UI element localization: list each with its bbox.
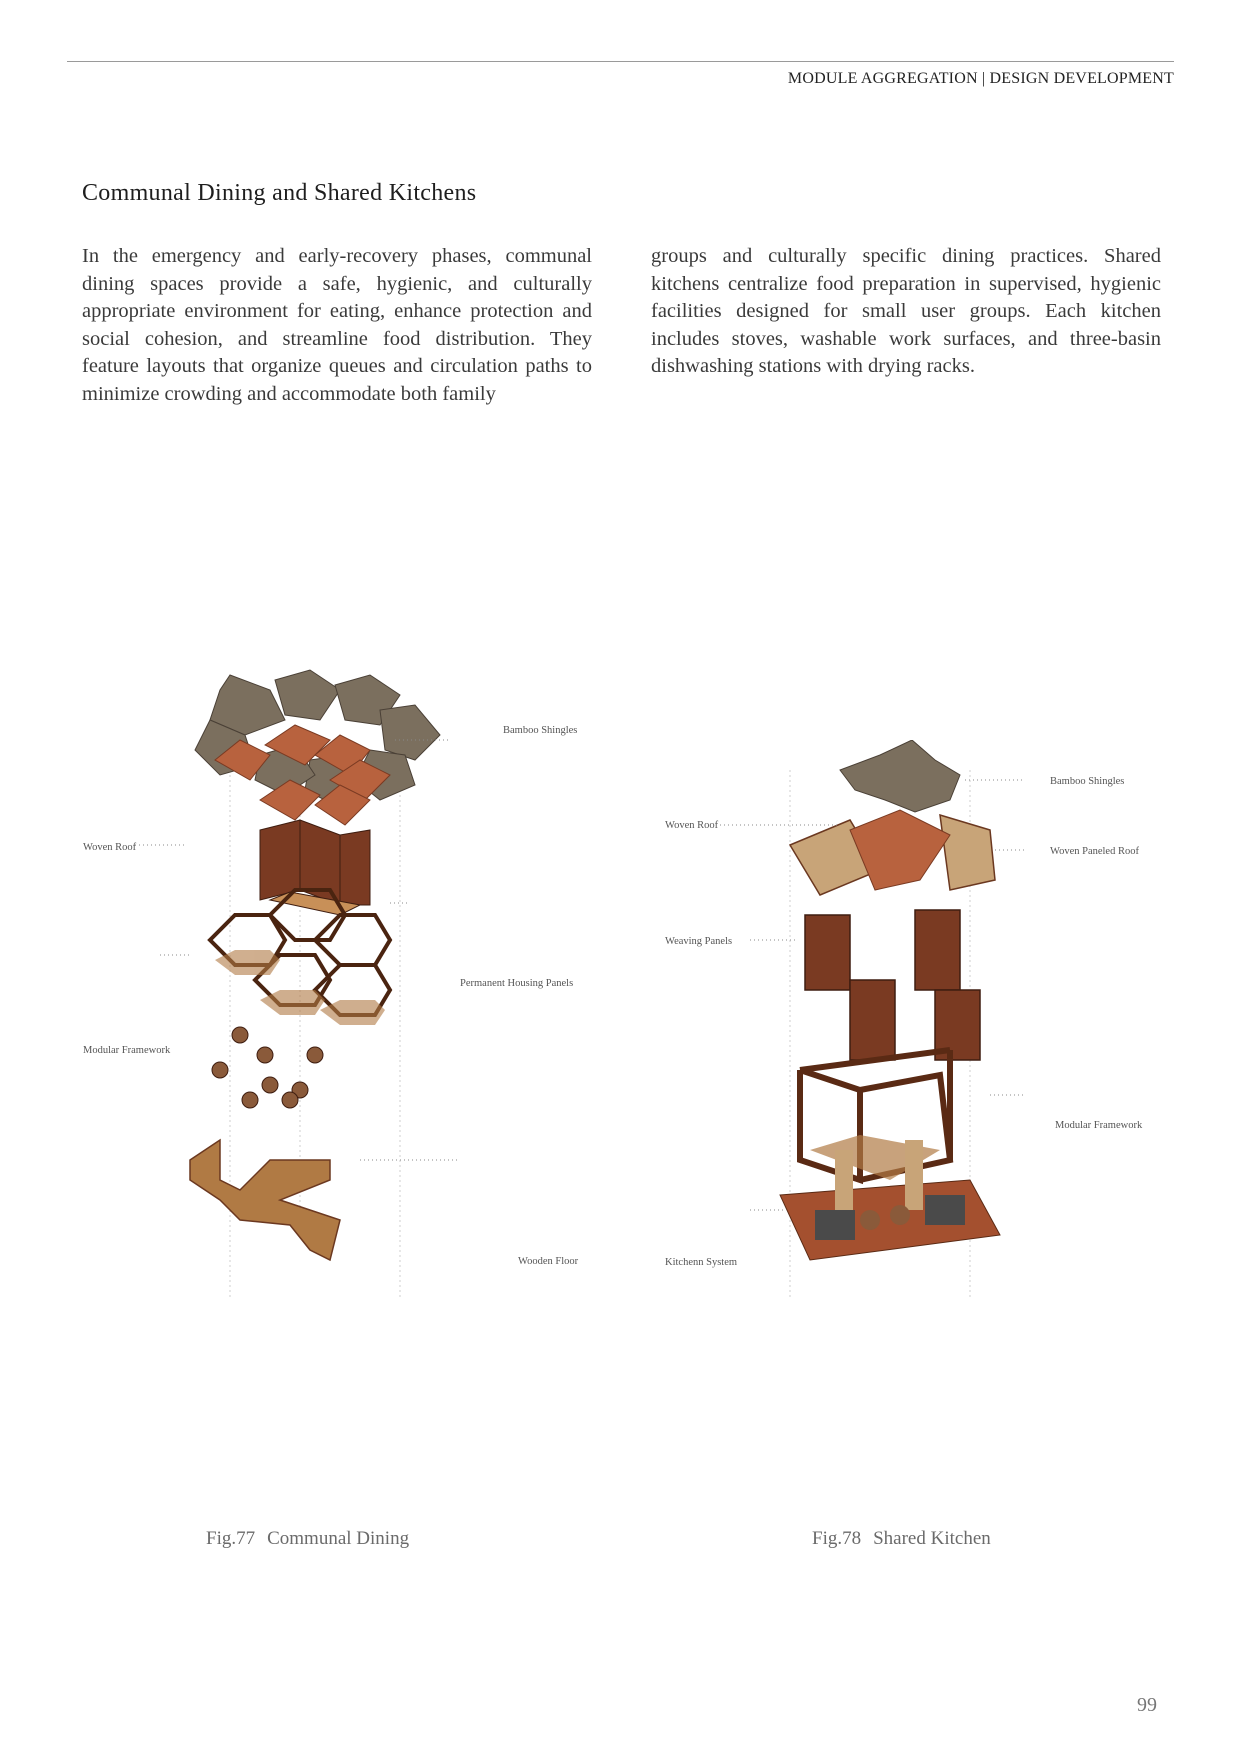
fig77-label-modular-framework: Modular Framework	[83, 1045, 171, 1056]
fig78-caption	[812, 1528, 991, 1550]
fig77-communal-dining-diagram	[70, 660, 610, 1360]
bamboo-shingles-layer	[840, 740, 960, 812]
body-column-right: groups and culturally specific dining practices. Shared kitchens centralize food preparation in supervised, hygienic facilities designed for small user groups. Each kitchen includes stoves, washable work surfaces, and three-basin dishwashing stations with drying racks.	[651, 245, 1161, 377]
fig78-label-bamboo-shingles: Bamboo Shingles	[1050, 776, 1125, 787]
fig77-label-housing-panels: Permanent Housing Panels	[460, 978, 574, 989]
fig77-label-wooden-floor: Wooden Floor	[518, 1256, 579, 1267]
fig77-label-bamboo-shingles: Bamboo Shingles	[503, 725, 578, 736]
dining-tables-layer	[212, 1027, 323, 1108]
fig78-label-woven-roof: Woven Roof	[665, 820, 719, 831]
fig77-label-woven-roof: Woven Roof	[83, 842, 137, 853]
page-number: 99	[1137, 1694, 1157, 1716]
woven-roof-center	[850, 810, 950, 890]
section-header: MODULE AGGREGATION | DESIGN DEVELOPMENT	[787, 70, 1174, 87]
fig78-caption-number: Fig.78	[812, 1528, 862, 1549]
fig78-label-kitchen-system: Kitchenn System	[665, 1257, 738, 1268]
fig78-shared-kitchen-diagram	[650, 740, 1170, 1360]
fig77-caption-number: Fig.77	[206, 1528, 256, 1549]
page-title: Communal Dining and Shared Kitchens	[82, 180, 477, 206]
fig78-label-modular-framework: Modular Framework	[1055, 1120, 1143, 1131]
fig78-label-woven-paneled-roof: Woven Paneled Roof	[1050, 846, 1139, 857]
housing-panels-layer	[260, 820, 370, 915]
fig78-caption-text: Shared Kitchen	[873, 1528, 991, 1549]
wooden-floor-layer	[190, 1140, 340, 1260]
weaving-panels-layer	[805, 910, 980, 1060]
fig77-caption	[206, 1528, 409, 1550]
fig77-caption-text: Communal Dining	[267, 1528, 410, 1549]
header-rule	[67, 61, 1174, 62]
fig78-label-weaving-panels: Weaving Panels	[665, 936, 733, 947]
body-column-left: In the emergency and early-recovery phases, communal dining spaces provide a safe, hygienic, and culturally appropriate environment for eating, enhance protection and social cohesion, and streamline food distribution. They feature layouts that organize queues and circulation paths to minimize crowding and accommodate both family	[82, 245, 592, 405]
